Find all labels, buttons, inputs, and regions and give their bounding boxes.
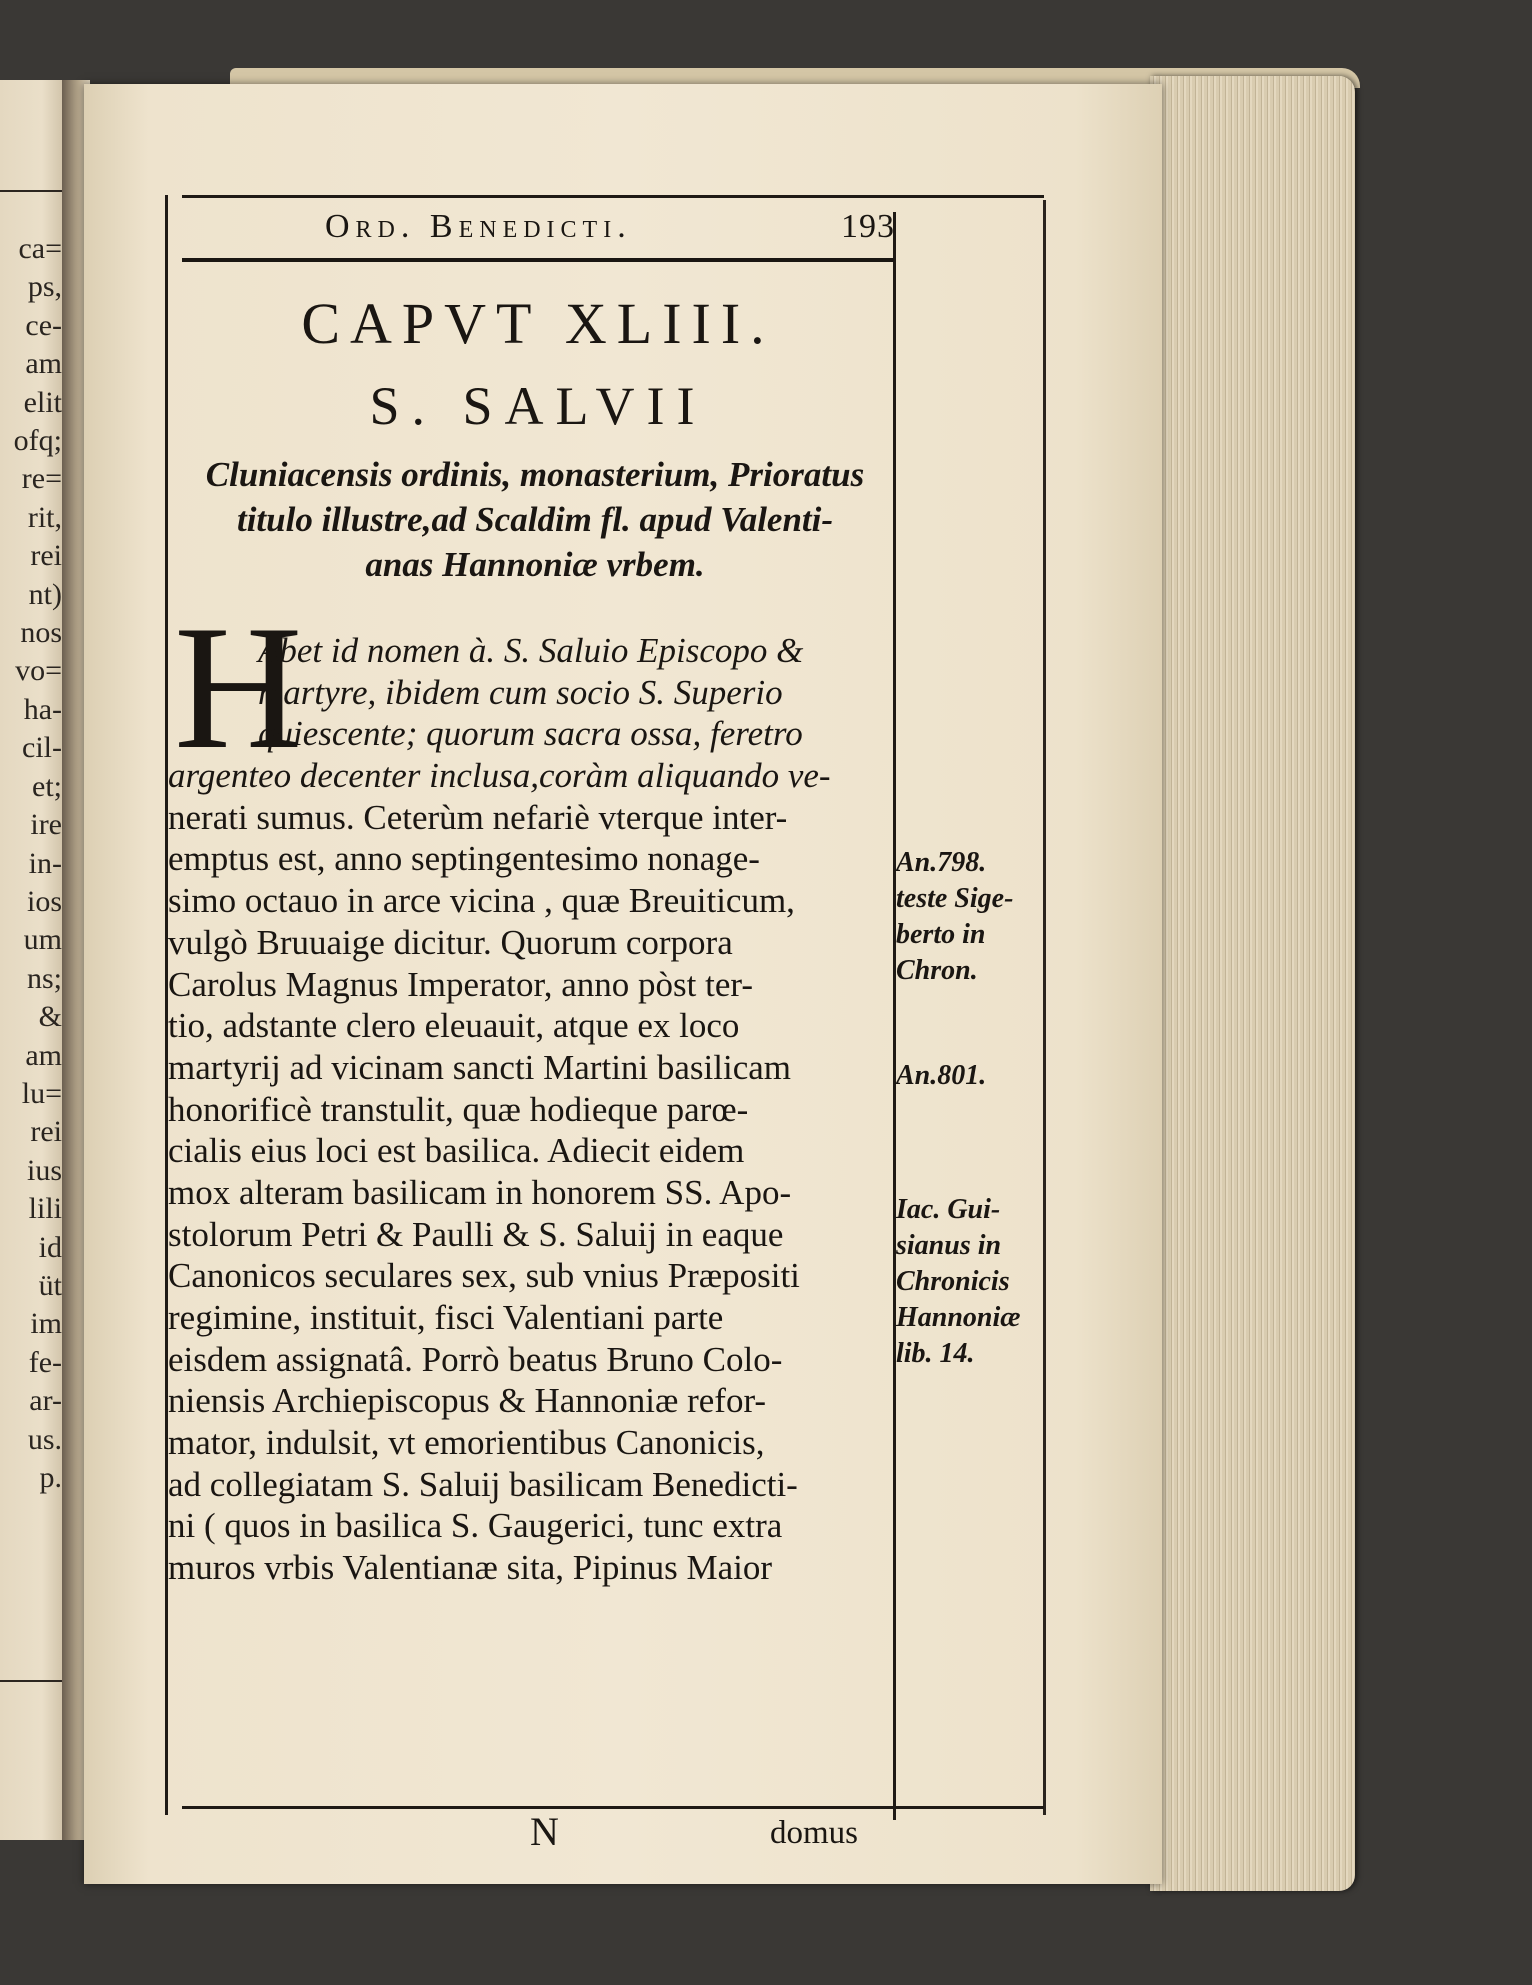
page-block-edges xyxy=(1150,76,1355,1891)
margin-note-line: An.798. xyxy=(896,847,987,878)
previous-page-fragment: in- xyxy=(28,846,62,880)
body-line: quiescente; quorum sacra ossa, feretro xyxy=(258,714,803,754)
body-line: vulgò Bruuaige dicitur. Quorum corpora xyxy=(168,922,733,962)
subtitle-line: titulo illustre,ad Scaldim fl. apud Valenti- xyxy=(236,500,834,539)
subtitle-line: Cluniacensis ordinis, monasterium, Prioratus xyxy=(205,455,865,494)
frame-bottom-rule xyxy=(182,1806,1044,1809)
body-line: regimine, instituit, fisci Valentiani parte xyxy=(168,1298,724,1337)
body-line: argenteo decenter inclusa,coràm aliquando ve- xyxy=(168,756,831,796)
page-number: 193 xyxy=(841,208,895,245)
chapter-subtitle xyxy=(165,452,905,587)
drop-capital: H xyxy=(174,588,303,786)
body-line: eisdem assignatâ. Porrò beatus Bruno Colo- xyxy=(168,1339,783,1379)
previous-page-fragment: ius xyxy=(26,1153,62,1187)
previous-page-fragment: rei xyxy=(30,1115,62,1149)
previous-page-fragment: ofq; xyxy=(13,424,62,458)
body-line: tio, adstante clero eleuauit, atque ex loco xyxy=(168,1006,740,1046)
body-line: Canonicos seculares sex, sub vnius Præpositi xyxy=(168,1256,800,1296)
previous-page-fragment: rit, xyxy=(27,500,62,534)
previous-page-fragment: ire xyxy=(30,808,62,842)
margin-note-line: sianus in xyxy=(896,1230,1002,1261)
previous-page-fragment: & xyxy=(38,1000,62,1034)
body-line: honorificè transtulit, quæ hodieque parœ- xyxy=(168,1089,749,1129)
previous-page-text-fragments xyxy=(14,230,62,1497)
previous-page-fragment: ha- xyxy=(23,692,62,726)
margin-note-line: berto in xyxy=(896,919,986,950)
body-text xyxy=(168,630,890,1589)
previous-page-fragment: cil- xyxy=(22,731,62,765)
previous-page-fragment: lili xyxy=(28,1192,62,1226)
previous-page-fragment: elit xyxy=(23,385,62,419)
previous-page-fragment: et; xyxy=(32,769,62,803)
body-line: martyrij ad vicinam sancti Martini basilicam xyxy=(168,1047,792,1087)
frame-outer-right-rule xyxy=(1043,200,1046,1815)
margin-note-line: lib. 14. xyxy=(896,1338,975,1369)
previous-page-fragment: p. xyxy=(39,1461,62,1494)
previous-page-fragment: am xyxy=(25,1038,62,1072)
previous-page-fragment: lu= xyxy=(21,1076,62,1110)
previous-page-fragment: rei xyxy=(30,539,62,573)
body-line: nerati sumus. Ceterùm nefariè vterque inter- xyxy=(168,797,788,837)
previous-page-bottom-rule xyxy=(0,1680,66,1682)
body-line: muros vrbis Valentianæ sita, Pipinus Maior xyxy=(168,1548,773,1588)
previous-page-fragment: um xyxy=(23,923,62,957)
previous-page-fragment: vo= xyxy=(15,654,62,688)
margin-note xyxy=(896,1058,1046,1094)
body-line: mator, indulsit, vt emorientibus Canonicis, xyxy=(168,1423,765,1463)
catchword: domus xyxy=(770,1815,859,1851)
previous-page-fragment: ios xyxy=(26,884,62,918)
body-line: ad collegiatam S. Saluij basilicam Benedicti- xyxy=(168,1464,798,1504)
body-line: niensis Archiepiscopus & Hannoniæ refor- xyxy=(168,1381,767,1421)
frame-top-rule xyxy=(182,195,1044,198)
previous-page-fragment: ce- xyxy=(25,308,62,342)
body-line: Abet id nomen à. S. Saluio Episcopo & xyxy=(258,631,804,670)
previous-page-fragment: üt xyxy=(38,1268,62,1302)
previous-page-top-rule xyxy=(0,190,66,192)
margin-note-line: Chronicis xyxy=(896,1266,1010,1297)
margin-note xyxy=(896,1192,1046,1372)
subtitle-line: anas Hannoniæ vrbem. xyxy=(365,545,705,584)
body-line: emptus est, anno septingentesimo nonage- xyxy=(168,839,760,879)
margin-note-line: Iac. Gui- xyxy=(896,1194,1001,1225)
body-line: mox alteram basilicam in honorem SS. Apo- xyxy=(168,1172,792,1212)
margin-note-line: An.801. xyxy=(896,1060,987,1091)
running-title: Ord. Benedicti. xyxy=(325,208,632,245)
body-line: ni ( quos in basilica S. Gaugerici, tunc extra xyxy=(168,1506,783,1546)
previous-page-fragment: nt) xyxy=(28,577,62,611)
signature-mark: N xyxy=(530,1809,559,1854)
previous-page-fragment: id xyxy=(38,1230,62,1264)
margin-note-line: Chron. xyxy=(896,955,978,986)
running-header xyxy=(325,208,895,252)
chapter-saint: S. SALVII xyxy=(369,376,707,436)
body-line: Carolus Magnus Imperator, anno pòst ter- xyxy=(168,964,753,1004)
margin-note xyxy=(896,845,1046,989)
body-line: stolorum Petri & Paulli & S. Saluij in eaque xyxy=(168,1214,784,1254)
previous-page-fragment: re= xyxy=(21,462,62,496)
body-line: cialis eius loci est basilica. Adiecit eidem xyxy=(168,1131,745,1171)
chapter-title: CAPVT XLIII. xyxy=(301,291,775,356)
previous-page-fragment: ps, xyxy=(27,270,62,304)
previous-page xyxy=(0,80,70,1840)
previous-page-fragment: im xyxy=(30,1307,62,1341)
body-line: simo octauo in arce vicina , quæ Breuiticum, xyxy=(168,881,795,921)
previous-page-fragment: ar- xyxy=(29,1384,62,1418)
margin-note-line: teste Sige- xyxy=(896,883,1014,914)
previous-page-fragment: am xyxy=(25,347,62,381)
previous-page-fragment: nos xyxy=(20,616,62,650)
previous-page-fragment: fe- xyxy=(28,1345,62,1379)
header-rule xyxy=(182,258,894,262)
margin-note-line: Hannoniæ xyxy=(896,1302,1021,1333)
previous-page-fragment: us. xyxy=(27,1422,62,1456)
body-line: martyre, ibidem cum socio S. Superio xyxy=(258,672,783,712)
previous-page-fragment: ca= xyxy=(18,232,62,265)
previous-page-fragment: ns; xyxy=(26,961,62,995)
